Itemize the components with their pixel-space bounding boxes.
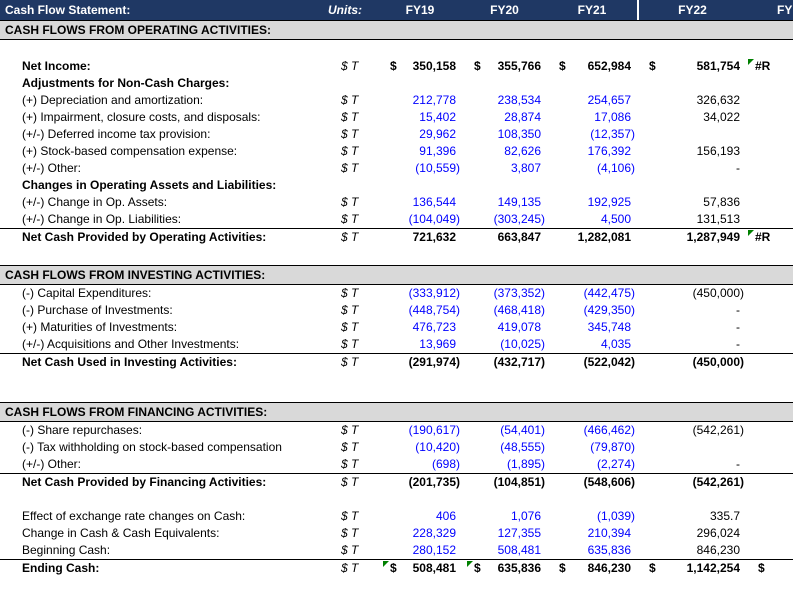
value-cell-fy22[interactable]: - <box>736 303 740 317</box>
units-cell[interactable]: $ T <box>341 337 359 351</box>
row-change-in-op-assets <box>0 194 793 211</box>
column-header-fy22[interactable]: FY22 <box>637 0 746 20</box>
value-cell-fy19[interactable] <box>378 58 462 75</box>
value-cell-fy19[interactable]: (190,617) <box>408 423 460 437</box>
value-cell-fy23[interactable] <box>746 542 793 559</box>
value-cell-fy21[interactable] <box>547 58 637 75</box>
row-label[interactable]: (-) Capital Expenditures: <box>22 286 152 300</box>
value-cell-fy20[interactable]: 82,626 <box>504 144 541 158</box>
row-change-in-cash-cash-equivalents <box>0 525 793 542</box>
value-cell-fy19[interactable]: 91,396 <box>419 144 456 158</box>
row-label[interactable]: Change in Cash & Cash Equivalents: <box>22 526 220 540</box>
value-cell-fy22[interactable]: 156,193 <box>696 144 740 158</box>
value-cell-fy23[interactable] <box>746 354 793 371</box>
value-cell-fy20[interactable]: (303,245) <box>493 212 545 226</box>
row-net-income <box>0 58 793 75</box>
value-cell-fy20[interactable]: (468,418) <box>493 303 545 317</box>
value-cell-fy20[interactable] <box>462 177 547 194</box>
row-net-cash-provided-by-operating-activitie <box>0 228 793 246</box>
units-cell[interactable]: $ T <box>341 475 359 489</box>
value-cell-fy20[interactable]: 1,076 <box>510 509 541 523</box>
value-cell-fy22[interactable] <box>637 58 746 75</box>
row-label[interactable]: (+) Maturities of Investments: <box>22 320 178 334</box>
value-cell-fy19[interactable]: 13,969 <box>419 337 456 351</box>
currency-symbol: $ <box>758 561 765 575</box>
statement-body <box>0 20 793 577</box>
page-title[interactable]: Cash Flow Statement: <box>5 3 131 17</box>
section-header-cash-flows-from-investing-activities[interactable]: CASH FLOWS FROM INVESTING ACTIVITIES: <box>0 265 793 285</box>
value-cell-fy23[interactable] <box>746 319 793 336</box>
row-beginning-cash <box>0 542 793 559</box>
value-cell-fy21[interactable]: 17,086 <box>594 110 631 124</box>
value-cell-fy21[interactable]: (548,606) <box>583 475 635 489</box>
row-depreciation-and-amortization <box>0 92 793 109</box>
currency-symbol: $ <box>390 561 397 575</box>
flag-triangle-icon <box>748 59 754 65</box>
flag-triangle-icon <box>748 230 754 236</box>
value-cell-fy21[interactable]: (4,106) <box>596 161 635 175</box>
value-cell-fy23[interactable] <box>746 126 793 143</box>
value-cell-fy19[interactable] <box>378 177 462 194</box>
value-cell-fy20[interactable]: 127,355 <box>497 526 541 540</box>
value-cell-fy20[interactable]: (48,555) <box>500 440 545 454</box>
units-cell[interactable]: $ T <box>341 440 359 454</box>
value-cell-fy22[interactable]: - <box>736 161 740 175</box>
row-other <box>0 160 793 177</box>
value-cell-fy22[interactable]: 326,632 <box>696 93 740 107</box>
value-cell-fy19[interactable]: 721,632 <box>412 230 456 244</box>
value-cell-fy21[interactable]: (522,042) <box>583 355 635 369</box>
units-cell[interactable]: $ T <box>341 161 359 175</box>
value-cell-fy21[interactable]: 1,282,081 <box>577 230 631 244</box>
units-cell[interactable] <box>338 75 378 92</box>
flag-triangle-icon <box>383 561 389 567</box>
row-changes-in-operating-assets-and-liabilit <box>0 177 793 194</box>
row-label[interactable]: (+/-) Change in Op. Liabilities: <box>22 212 182 226</box>
value-cell-fy23[interactable] <box>746 177 793 194</box>
value-cell-fy23[interactable] <box>746 474 793 491</box>
value-cell-fy23[interactable] <box>746 92 793 109</box>
row-adjustments-for-non-cash-charges <box>0 75 793 92</box>
value-cell-fy19[interactable] <box>378 560 462 577</box>
value-cell-fy20[interactable]: (432,717) <box>493 355 545 369</box>
row-deferred-income-tax-provision <box>0 126 793 143</box>
value-cell-fy20[interactable] <box>462 560 547 577</box>
row-capital-expenditures <box>0 285 793 302</box>
spacer-row <box>0 491 793 508</box>
row-other <box>0 456 793 473</box>
value-cell-fy22[interactable]: (542,261) <box>692 475 744 489</box>
units-cell[interactable]: $ T <box>341 195 359 209</box>
units-header[interactable]: Units: <box>328 3 362 17</box>
value-cell-fy20[interactable]: (10,025) <box>500 337 545 351</box>
units-cell[interactable]: $ T <box>341 509 359 523</box>
row-label[interactable]: (+/-) Change in Op. Assets: <box>22 195 168 209</box>
value-cell-fy23[interactable] <box>746 75 793 92</box>
row-label[interactable]: (+/-) Deferred income tax provision: <box>22 127 211 141</box>
spacer-row <box>0 371 793 402</box>
value-cell-fy19[interactable]: (448,754) <box>408 303 460 317</box>
value-cell-fy20[interactable]: 28,874 <box>504 110 541 124</box>
row-ending-cash <box>0 559 793 577</box>
row-label[interactable]: Net Cash Provided by Operating Activities: <box>22 230 267 244</box>
value-cell-fy21[interactable]: (79,870) <box>590 440 635 454</box>
value-cell-fy21[interactable]: 210,394 <box>587 526 631 540</box>
row-label[interactable]: (+/-) Other: <box>22 457 82 471</box>
value-cell-fy21[interactable]: 176,392 <box>587 144 631 158</box>
value-cell-fy19[interactable]: 280,152 <box>412 543 456 557</box>
row-label[interactable]: Ending Cash: <box>22 561 100 575</box>
units-cell[interactable]: $ T <box>341 93 359 107</box>
row-label[interactable]: Adjustments for Non-Cash Charges: <box>22 76 230 90</box>
row-label[interactable]: Net Cash Provided by Financing Activities: <box>22 475 267 489</box>
section-header-cash-flows-from-operating-activities[interactable]: CASH FLOWS FROM OPERATING ACTIVITIES: <box>0 20 793 40</box>
value-cell-fy23[interactable] <box>746 439 793 456</box>
cell-value: 652,984 <box>587 59 631 73</box>
value-cell-fy22[interactable]: (450,000) <box>692 286 744 300</box>
value-cell-fy21[interactable]: (429,350) <box>583 303 635 317</box>
row-label[interactable]: (+/-) Acquisitions and Other Investments: <box>22 337 240 351</box>
value-cell-fy22[interactable] <box>637 126 746 143</box>
units-cell[interactable] <box>338 177 378 194</box>
value-cell-fy23[interactable] <box>746 560 793 577</box>
value-cell-fy19[interactable]: (201,735) <box>408 475 460 489</box>
cell-value: 635,836 <box>497 561 541 575</box>
value-cell-fy21[interactable]: 192,925 <box>587 195 631 209</box>
value-cell-fy19[interactable]: 212,778 <box>412 93 456 107</box>
row-label[interactable]: Beginning Cash: <box>22 543 111 557</box>
value-cell-fy21[interactable]: (12,357) <box>590 127 635 141</box>
row-label[interactable]: (-) Share repurchases: <box>22 423 143 437</box>
value-cell-fy21[interactable] <box>547 75 637 92</box>
row-label[interactable]: Effect of exchange rate changes on Cash: <box>22 509 246 523</box>
row-label[interactable]: (-) Tax withholding on stock-based compensation <box>22 440 282 454</box>
value-cell-fy23[interactable] <box>746 525 793 542</box>
value-cell-fy21[interactable]: (2,274) <box>596 457 635 471</box>
row-label[interactable]: (-) Purchase of Investments: <box>22 303 173 317</box>
spacer-row <box>0 40 793 58</box>
value-cell-fy19[interactable]: (10,559) <box>415 161 460 175</box>
value-cell-fy19[interactable] <box>378 75 462 92</box>
value-cell-fy20[interactable]: (104,851) <box>493 475 545 489</box>
currency-symbol: $ <box>559 561 566 575</box>
value-cell-fy20[interactable]: 663,847 <box>497 230 541 244</box>
units-cell[interactable]: $ T <box>341 127 359 141</box>
units-cell[interactable]: $ T <box>341 110 359 124</box>
currency-symbol: $ <box>474 561 481 575</box>
value-cell-fy23[interactable] <box>746 422 793 439</box>
value-cell-fy22[interactable]: - <box>736 320 740 334</box>
row-net-cash-used-in-investing-activities <box>0 353 793 371</box>
units-cell[interactable]: $ T <box>341 355 359 369</box>
value-cell-fy20[interactable]: (54,401) <box>500 423 545 437</box>
value-cell-fy19[interactable]: (104,049) <box>408 212 460 226</box>
section-header-cash-flows-from-financing-activities[interactable]: CASH FLOWS FROM FINANCING ACTIVITIES: <box>0 402 793 422</box>
units-cell[interactable]: $ T <box>341 526 359 540</box>
units-cell[interactable]: $ T <box>341 59 359 73</box>
row-label[interactable]: Net Income: <box>22 59 91 73</box>
units-cell[interactable]: $ T <box>341 423 359 437</box>
value-cell-fy23[interactable] <box>746 508 793 525</box>
row-impairment-closure-costs-and-disposals <box>0 109 793 126</box>
value-cell-fy22[interactable]: - <box>736 337 740 351</box>
column-header-fy23[interactable]: FY <box>777 3 793 17</box>
column-header-fy20[interactable]: FY20 <box>490 3 519 17</box>
row-label[interactable]: (+/-) Other: <box>22 161 82 175</box>
value-cell-fy21[interactable]: (466,462) <box>583 423 635 437</box>
value-cell-fy21[interactable]: (1,039) <box>596 509 635 523</box>
value-cell-fy23[interactable] <box>746 211 793 228</box>
currency-symbol: $ <box>559 59 566 73</box>
cell-value: #R <box>755 59 771 73</box>
units-cell[interactable]: $ T <box>341 144 359 158</box>
row-label[interactable]: Net Cash Used in Investing Activities: <box>22 355 237 369</box>
units-cell[interactable]: $ T <box>341 561 359 575</box>
cell-value: 350,158 <box>412 59 456 73</box>
value-cell-fy22[interactable] <box>637 177 746 194</box>
units-cell[interactable]: $ T <box>341 543 359 557</box>
value-cell-fy19[interactable]: 136,544 <box>412 195 456 209</box>
units-cell[interactable]: $ T <box>341 212 359 226</box>
row-label[interactable]: (+) Stock-based compensation expense: <box>22 144 238 158</box>
column-header-fy21[interactable]: FY21 <box>577 3 607 17</box>
row-net-cash-provided-by-financing-activitie <box>0 473 793 491</box>
row-stock-based-compensation-expense <box>0 143 793 160</box>
row-label[interactable]: (+) Impairment, closure costs, and disposals: <box>22 110 261 124</box>
value-cell-fy20[interactable] <box>462 58 547 75</box>
value-cell-fy19[interactable]: 228,329 <box>412 526 456 540</box>
value-cell-fy21[interactable]: 4,500 <box>600 212 631 226</box>
cell-value: #R <box>755 230 771 244</box>
value-cell-fy22[interactable]: 34,022 <box>703 110 740 124</box>
units-cell[interactable]: $ T <box>341 303 359 317</box>
value-cell-fy21[interactable]: 635,836 <box>587 543 631 557</box>
value-cell-fy20[interactable]: 3,807 <box>510 161 541 175</box>
units-cell[interactable]: $ T <box>341 230 359 244</box>
value-cell-fy22[interactable]: 1,287,949 <box>686 230 740 244</box>
value-cell-fy21[interactable] <box>547 560 637 577</box>
value-cell-fy23[interactable] <box>746 336 793 353</box>
value-cell-fy20[interactable] <box>462 75 547 92</box>
value-cell-fy19[interactable]: (698) <box>431 457 460 471</box>
row-acquisitions-and-other-investments <box>0 336 793 353</box>
value-cell-fy23[interactable] <box>746 302 793 319</box>
value-cell-fy23[interactable] <box>746 194 793 211</box>
value-cell-fy23[interactable] <box>746 58 793 75</box>
value-cell-fy22[interactable] <box>637 560 746 577</box>
value-cell-fy22[interactable]: - <box>736 457 740 471</box>
currency-symbol: $ <box>649 59 656 73</box>
value-cell-fy19[interactable]: (10,420) <box>415 440 460 454</box>
value-cell-fy23[interactable] <box>746 456 793 473</box>
cell-value: 355,766 <box>497 59 541 73</box>
value-cell-fy23[interactable] <box>746 160 793 177</box>
currency-symbol: $ <box>390 59 397 73</box>
value-cell-fy22[interactable]: 57,836 <box>703 195 740 209</box>
value-cell-fy21[interactable]: 4,035 <box>600 337 631 351</box>
column-header-fy19[interactable]: FY19 <box>405 3 435 17</box>
value-cell-fy19[interactable]: 476,723 <box>412 320 456 334</box>
value-cell-fy20[interactable]: 108,350 <box>497 127 541 141</box>
row-effect-of-exchange-rate-changes-on-cash <box>0 508 793 525</box>
value-cell-fy20[interactable]: 149,135 <box>497 195 541 209</box>
value-cell-fy22[interactable] <box>637 75 746 92</box>
units-cell[interactable]: $ T <box>341 320 359 334</box>
value-cell-fy21[interactable]: (442,475) <box>583 286 635 300</box>
value-cell-fy22[interactable]: 335.7 <box>709 509 740 523</box>
value-cell-fy22[interactable]: 296,024 <box>696 526 740 540</box>
row-label[interactable]: Changes in Operating Assets and Liabilities: <box>22 178 277 192</box>
value-cell-fy22[interactable] <box>637 439 746 456</box>
value-cell-fy19[interactable]: 406 <box>435 509 456 523</box>
value-cell-fy20[interactable]: 238,534 <box>497 93 541 107</box>
flag-triangle-icon <box>467 561 473 567</box>
value-cell-fy21[interactable]: 254,657 <box>587 93 631 107</box>
value-cell-fy23[interactable] <box>746 229 793 246</box>
value-cell-fy22[interactable]: 131,513 <box>696 212 740 226</box>
header-row <box>0 0 793 20</box>
value-cell-fy22[interactable]: 846,230 <box>696 543 740 557</box>
row-share-repurchases <box>0 422 793 439</box>
currency-symbol: $ <box>474 59 481 73</box>
value-cell-fy23[interactable] <box>746 143 793 160</box>
row-maturities-of-investments <box>0 319 793 336</box>
value-cell-fy23[interactable] <box>746 109 793 126</box>
cell-value: 1,142,254 <box>686 561 740 575</box>
spacer-row <box>0 246 793 265</box>
value-cell-fy19[interactable]: 15,402 <box>419 110 456 124</box>
cell-value: 508,481 <box>412 561 456 575</box>
row-purchase-of-investments <box>0 302 793 319</box>
value-cell-fy19[interactable]: 29,962 <box>419 127 456 141</box>
value-cell-fy20[interactable]: (373,352) <box>493 286 545 300</box>
value-cell-fy19[interactable]: (291,974) <box>408 355 460 369</box>
value-cell-fy20[interactable]: (1,895) <box>506 457 545 471</box>
value-cell-fy21[interactable]: 345,748 <box>587 320 631 334</box>
cell-value: 581,754 <box>696 59 740 73</box>
value-cell-fy23[interactable] <box>746 285 793 302</box>
value-cell-fy21[interactable] <box>547 177 637 194</box>
value-cell-fy19[interactable]: (333,912) <box>408 286 460 300</box>
row-change-in-op-liabilities <box>0 211 793 228</box>
currency-symbol: $ <box>649 561 656 575</box>
value-cell-fy22[interactable]: (450,000) <box>692 355 744 369</box>
value-cell-fy20[interactable]: 419,078 <box>497 320 541 334</box>
cell-value: 846,230 <box>587 561 631 575</box>
row-tax-withholding-on-stock-based-compensat <box>0 439 793 456</box>
units-cell[interactable]: $ T <box>341 457 359 471</box>
units-cell[interactable]: $ T <box>341 286 359 300</box>
value-cell-fy20[interactable]: 508,481 <box>497 543 541 557</box>
row-label[interactable]: (+) Depreciation and amortization: <box>22 93 204 107</box>
value-cell-fy22[interactable]: (542,261) <box>692 423 744 437</box>
